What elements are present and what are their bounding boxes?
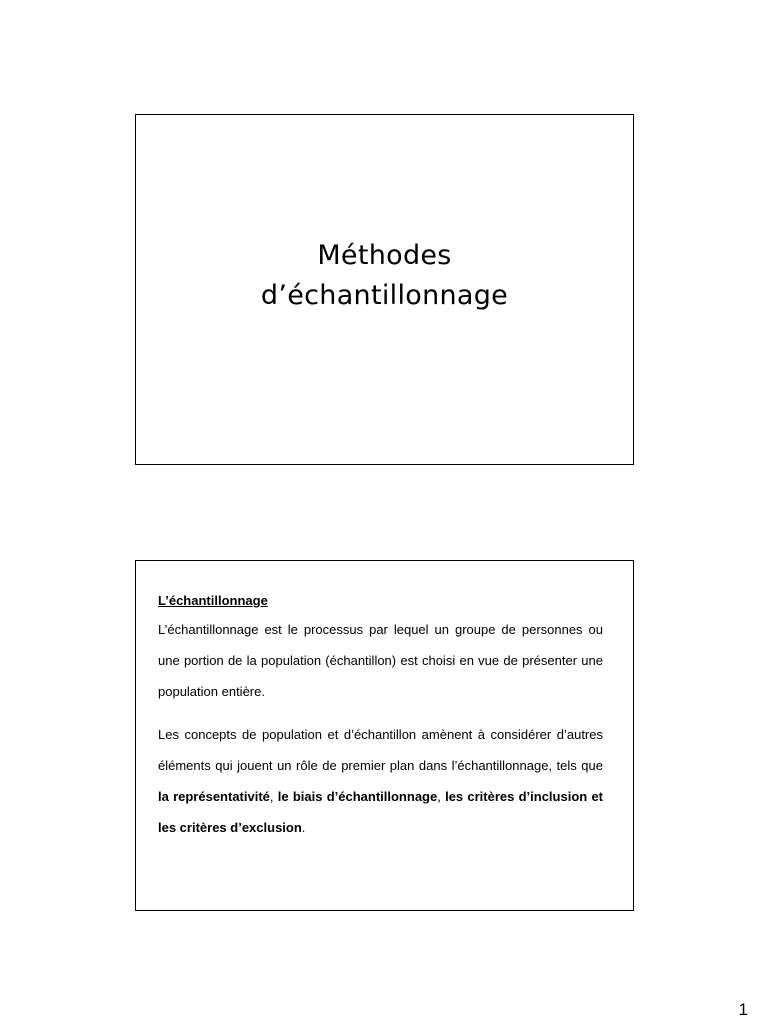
paragraph-concepts-intro: Les concepts de population et d’échantillon amènent à considérer d’autres éléments qui jouent un rôle de premier plan dans l’échantillonnage, tels que: [158, 727, 603, 773]
slide-content: [158, 592, 603, 843]
paragraph-definition: L’échantillonnage est le processus par lequel un groupe de personnes ou une portion de la population (échantillon) est choisi en vue de présenter une population entière.: [158, 622, 603, 699]
term-representativeness: la représentativité: [158, 789, 270, 804]
separator-2: ,: [437, 789, 446, 804]
paragraph-end: .: [301, 820, 306, 835]
slide-title: [136, 236, 633, 316]
page-number: 1: [738, 1000, 748, 1019]
term-inclusion-exclusion-criteria: les critères d’inclusion et les critères d’exclusion: [158, 789, 604, 835]
title-slide: [135, 114, 634, 465]
separator-1: ,: [269, 789, 278, 804]
content-slide: [135, 560, 634, 911]
section-heading: L’échantillonnage: [158, 593, 268, 608]
title-line-2: d’échantillonnage: [260, 280, 509, 311]
title-line-1: Méthodes: [317, 240, 452, 271]
paragraph-concepts: [158, 719, 603, 843]
term-sampling-bias: le biais d’échantillonnage: [277, 789, 438, 804]
